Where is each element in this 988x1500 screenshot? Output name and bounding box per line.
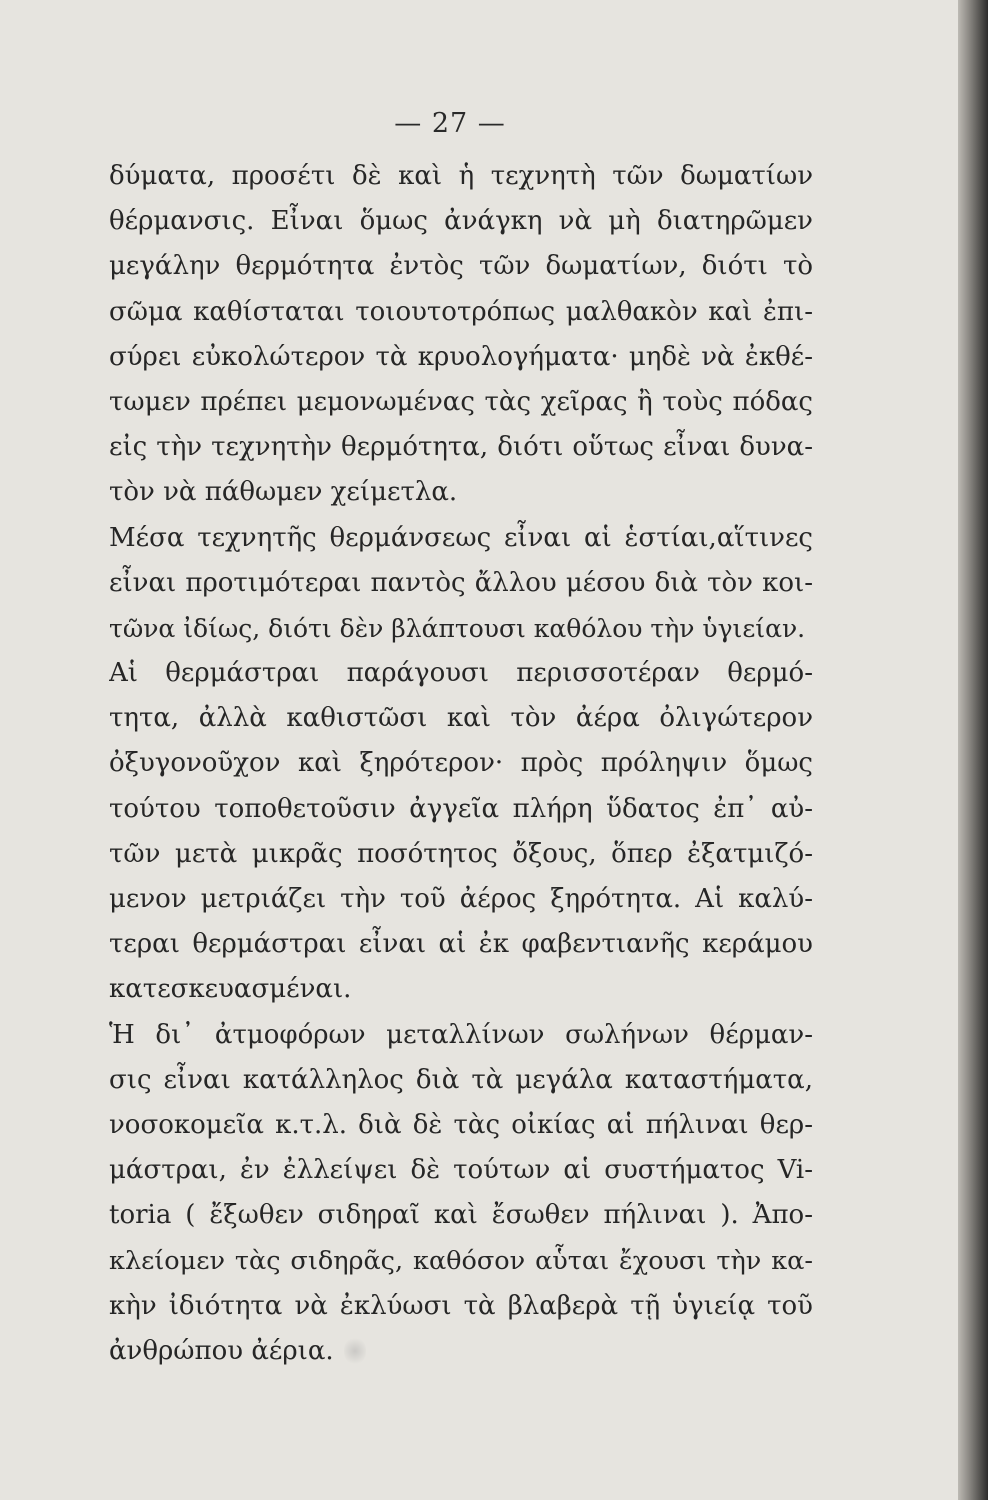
text-line: τούτου τοποθετοῦσιν ἀγγεῖα πλήρη ὕδατος ἐπ᾽ αὐ- [109,793,813,824]
paper-stain [344,1336,366,1366]
text-line: μεγάλην θερμότητα ἐντὸς τῶν δωματίων, διότι τὸ [109,251,813,282]
text-line: τὸν νὰ πάθωμεν χείμετλα. [109,477,458,508]
text-line: ἀνθρώπου ἀέρια. [109,1335,334,1366]
text-line: εἰς τὴν τεχνητὴν θερμότητα, διότι οὕτως εἶναι δυνα- [109,432,813,463]
text-line: εἶναι προτιμότεραι παντὸς ἄλλου μέσου διὰ τὸν κοι- [109,567,813,598]
page-edge [958,0,988,1500]
text-line: toria ( ἔξωθεν σιδηραῖ καὶ ἔσωθεν πήλιναι ). Ἀπο- [109,1200,813,1231]
text-line: δύματα, προσέτι δὲ καὶ ἡ τεχνητὴ τῶν δωματίων [109,161,813,191]
text-line: ὀξυγονοῦχον καὶ ξηρότερον· πρὸς πρόληψιν ὅμως [109,748,813,779]
text-line: νοσοκομεῖα κ.τ.λ. διὰ δὲ τὰς οἰκίας αἱ πήλιναι θερ- [109,1109,813,1140]
text-line: σύρει εὐκολώτερον τὰ κρυολογήματα· μηδὲ νὰ ἐκθέ- [109,341,813,372]
text-line: σις εἶναι κατάλληλος διὰ τὰ μεγάλα καταστήματα, [109,1064,813,1095]
text-line: τητα, ἀλλὰ καθιστῶσι καὶ τὸν ἀέρα ὀλιγώτερον [109,703,813,734]
text-line: κὴν ἰδιότητα νὰ ἐκλύωσι τὰ βλαβερὰ τῇ ὑγιείᾳ τοῦ [109,1290,813,1321]
text-line: μάστραι, ἐν ἐλλείψει δὲ τούτων αἱ συστήματος Vi- [109,1155,813,1186]
text-line: Αἱ θερμάστραι παράγουσι περισσοτέραν θερμό- [109,658,813,689]
body-text [109,154,813,1374]
text-line: κατεσκευασμέναι. [109,974,352,1005]
page-number: — 27 — [394,108,506,139]
text-line: τῶνα ἰδίως, διότι δὲν βλάπτουσι καθόλου τὴν ὑγιείαν. [109,613,806,643]
text-line: τωμεν πρέπει μεμονωμένας τὰς χεῖρας ἢ τοὺς πόδας [109,386,813,417]
text-line: τῶν μετὰ μικρᾶς ποσότητος ὄξους, ὅπερ ἐξατμιζό- [109,838,813,869]
text-line: Ἡ δι᾽ ἀτμοφόρων μεταλλίνων σωλήνων θέρμαν- [109,1019,813,1050]
text-line: θέρμανσις. Εἶναι ὅμως ἀνάγκη νὰ μὴ διατηρῶμεν [109,206,813,237]
text-line: σῶμα καθίσταται τοιουτοτρόπως μαλθακὸν καὶ ἐπι- [109,296,813,327]
text-line: τεραι θερμάστραι εἶναι αἱ ἐκ φαβεντιανῆς κεράμου [109,929,813,960]
text-line: μενον μετριάζει τὴν τοῦ ἀέρος ξηρότητα. Αἱ καλύ- [109,884,813,914]
text-line: Μέσα τεχνητῆς θερμάνσεως εἶναι αἱ ἑστίαι,αἵτινες [109,522,813,553]
text-line: κλείομεν τὰς σιδηρᾶς, καθόσον αὗται ἔχουσι τὴν κα- [109,1245,813,1276]
